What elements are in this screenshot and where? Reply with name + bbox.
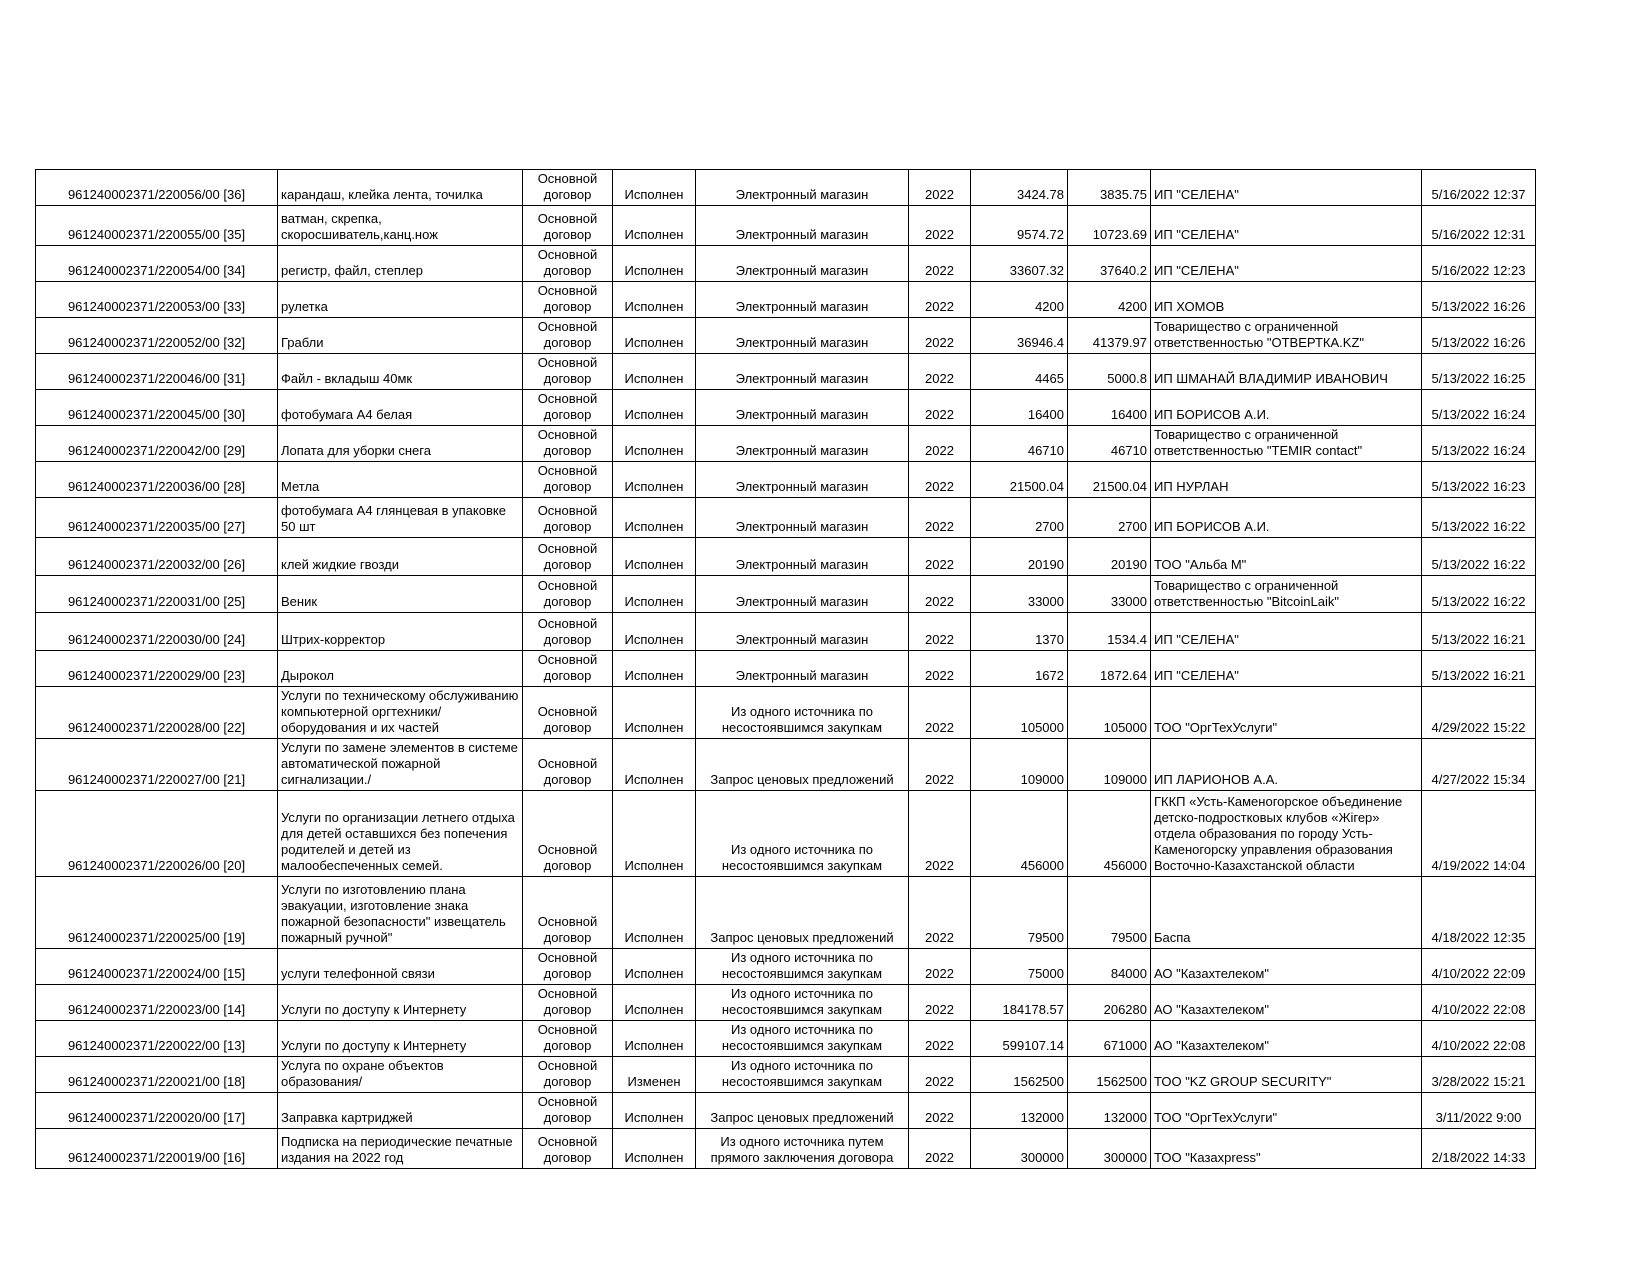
- cell-date: 4/10/2022 22:08: [1422, 985, 1536, 1021]
- cell-contract-no: 961240002371/220042/00 [29]: [36, 426, 278, 462]
- table-row: [36, 426, 1536, 462]
- cell-status: Исполнен: [613, 390, 696, 426]
- table-row: [36, 949, 1536, 985]
- cell-subject: Услуги по замене элементов в системе автоматической пожарной сигнализации./: [278, 739, 523, 791]
- cell-amount: 79500: [971, 877, 1068, 949]
- cell-supplier: ТОО "ОргТехУслуги": [1151, 1093, 1422, 1129]
- cell-subject: регистр, файл, степлер: [278, 246, 523, 282]
- cell-year: 2022: [909, 613, 971, 651]
- cell-amount-total: 3835.75: [1068, 170, 1151, 206]
- cell-subject: Услуги по изготовлению плана эвакуации, изготовление знака пожарной безопасности" извещатель пожарный ручной": [278, 877, 523, 949]
- cell-subject: фотобумага А4 глянцевая в упаковке 50 шт: [278, 498, 523, 538]
- cell-subject: Подписка на периодические печатные издания на 2022 год: [278, 1129, 523, 1169]
- cell-contract-no: 961240002371/220024/00 [15]: [36, 949, 278, 985]
- cell-status: Исполнен: [613, 1129, 696, 1169]
- cell-supplier: ИП "СЕЛЕНА": [1151, 246, 1422, 282]
- cell-contract-no: 961240002371/220023/00 [14]: [36, 985, 278, 1021]
- table-row: [36, 1093, 1536, 1129]
- cell-procurement-method: Из одного источника по несостоявшимся закупкам: [696, 687, 909, 739]
- cell-contract-type: Основной договор: [523, 687, 613, 739]
- cell-procurement-method: Электронный магазин: [696, 170, 909, 206]
- cell-date: 4/19/2022 14:04: [1422, 791, 1536, 877]
- cell-supplier: ТОО "ОргТехУслуги": [1151, 687, 1422, 739]
- cell-year: 2022: [909, 1021, 971, 1057]
- cell-contract-type: Основной договор: [523, 426, 613, 462]
- cell-date: 2/18/2022 14:33: [1422, 1129, 1536, 1169]
- cell-contract-no: 961240002371/220021/00 [18]: [36, 1057, 278, 1093]
- cell-procurement-method: Запрос ценовых предложений: [696, 877, 909, 949]
- cell-amount: 33000: [971, 576, 1068, 613]
- cell-amount-total: 21500.04: [1068, 462, 1151, 498]
- cell-contract-no: 961240002371/220026/00 [20]: [36, 791, 278, 877]
- cell-supplier: ИП НУРЛАН: [1151, 462, 1422, 498]
- cell-amount-total: 41379.97: [1068, 318, 1151, 354]
- cell-amount: 4200: [971, 282, 1068, 318]
- cell-status: Исполнен: [613, 576, 696, 613]
- cell-contract-no: 961240002371/220028/00 [22]: [36, 687, 278, 739]
- cell-amount: 33607.32: [971, 246, 1068, 282]
- cell-procurement-method: Электронный магазин: [696, 538, 909, 576]
- cell-status: Исполнен: [613, 318, 696, 354]
- table-row: [36, 651, 1536, 687]
- cell-year: 2022: [909, 426, 971, 462]
- cell-status: Исполнен: [613, 651, 696, 687]
- table-row: [36, 1129, 1536, 1169]
- cell-supplier: АО "Казахтелеком": [1151, 949, 1422, 985]
- table-row: [36, 687, 1536, 739]
- cell-contract-type: Основной договор: [523, 318, 613, 354]
- cell-subject: Лопата для уборки снега: [278, 426, 523, 462]
- cell-procurement-method: Электронный магазин: [696, 318, 909, 354]
- cell-amount-total: 206280: [1068, 985, 1151, 1021]
- table-row: [36, 354, 1536, 390]
- cell-subject: услуги телефонной связи: [278, 949, 523, 985]
- cell-contract-type: Основной договор: [523, 498, 613, 538]
- cell-supplier: ИП "СЕЛЕНА": [1151, 651, 1422, 687]
- cell-date: 3/11/2022 9:00: [1422, 1093, 1536, 1129]
- cell-date: 5/13/2022 16:24: [1422, 390, 1536, 426]
- cell-contract-type: Основной договор: [523, 651, 613, 687]
- cell-procurement-method: Запрос ценовых предложений: [696, 739, 909, 791]
- cell-status: Исполнен: [613, 985, 696, 1021]
- cell-contract-no: 961240002371/220046/00 [31]: [36, 354, 278, 390]
- cell-status: Исполнен: [613, 426, 696, 462]
- cell-subject: рулетка: [278, 282, 523, 318]
- cell-subject: Услуги по техническому обслуживанию компьютерной оргтехники/оборудования и их частей: [278, 687, 523, 739]
- cell-supplier: ГККП «Усть-Каменогорское объединение детско-подростковых клубов «Жігер» отдела образования по городу Усть-Каменогорску управления образования Восточно-Казахстанской области: [1151, 791, 1422, 877]
- cell-contract-type: Основной договор: [523, 576, 613, 613]
- cell-procurement-method: Электронный магазин: [696, 462, 909, 498]
- table-row: [36, 576, 1536, 613]
- cell-supplier: ИП ХОМОВ: [1151, 282, 1422, 318]
- cell-procurement-method: Электронный магазин: [696, 206, 909, 246]
- cell-date: 4/18/2022 12:35: [1422, 877, 1536, 949]
- cell-supplier: ТОО "Альба М": [1151, 538, 1422, 576]
- cell-procurement-method: Электронный магазин: [696, 651, 909, 687]
- cell-contract-no: 961240002371/220053/00 [33]: [36, 282, 278, 318]
- cell-contract-type: Основной договор: [523, 985, 613, 1021]
- cell-procurement-method: Электронный магазин: [696, 354, 909, 390]
- cell-year: 2022: [909, 538, 971, 576]
- table-row: [36, 877, 1536, 949]
- cell-amount-total: 2700: [1068, 498, 1151, 538]
- cell-amount-total: 16400: [1068, 390, 1151, 426]
- cell-supplier: АО "Казахтелеком": [1151, 1021, 1422, 1057]
- cell-subject: клей жидкие гвозди: [278, 538, 523, 576]
- cell-year: 2022: [909, 1093, 971, 1129]
- cell-procurement-method: Запрос ценовых предложений: [696, 1093, 909, 1129]
- cell-amount: 46710: [971, 426, 1068, 462]
- cell-date: 5/16/2022 12:31: [1422, 206, 1536, 246]
- cell-amount-total: 10723.69: [1068, 206, 1151, 246]
- cell-amount: 75000: [971, 949, 1068, 985]
- cell-status: Исполнен: [613, 877, 696, 949]
- cell-year: 2022: [909, 390, 971, 426]
- cell-contract-type: Основной договор: [523, 949, 613, 985]
- table-row: [36, 498, 1536, 538]
- cell-amount-total: 105000: [1068, 687, 1151, 739]
- cell-supplier: ИП ЛАРИОНОВ А.А.: [1151, 739, 1422, 791]
- cell-amount: 132000: [971, 1093, 1068, 1129]
- cell-procurement-method: Из одного источника по несостоявшимся закупкам: [696, 1021, 909, 1057]
- table-row: [36, 739, 1536, 791]
- cell-amount-total: 300000: [1068, 1129, 1151, 1169]
- cell-status: Исполнен: [613, 354, 696, 390]
- cell-contract-no: 961240002371/220020/00 [17]: [36, 1093, 278, 1129]
- cell-amount-total: 33000: [1068, 576, 1151, 613]
- cell-amount: 1370: [971, 613, 1068, 651]
- cell-year: 2022: [909, 206, 971, 246]
- cell-year: 2022: [909, 498, 971, 538]
- cell-contract-no: 961240002371/220052/00 [32]: [36, 318, 278, 354]
- cell-contract-no: 961240002371/220030/00 [24]: [36, 613, 278, 651]
- cell-subject: Файл - вкладыш 40мк: [278, 354, 523, 390]
- cell-contract-type: Основной договор: [523, 1021, 613, 1057]
- cell-contract-type: Основной договор: [523, 462, 613, 498]
- cell-contract-no: 961240002371/220019/00 [16]: [36, 1129, 278, 1169]
- cell-year: 2022: [909, 739, 971, 791]
- table-row: [36, 538, 1536, 576]
- cell-procurement-method: Из одного источника по несостоявшимся закупкам: [696, 985, 909, 1021]
- cell-contract-no: 961240002371/220055/00 [35]: [36, 206, 278, 246]
- cell-amount-total: 1872.64: [1068, 651, 1151, 687]
- cell-procurement-method: Из одного источника по несостоявшимся закупкам: [696, 949, 909, 985]
- cell-amount: 9574.72: [971, 206, 1068, 246]
- table-row: [36, 282, 1536, 318]
- cell-amount: 456000: [971, 791, 1068, 877]
- cell-subject: карандаш, клейка лента, точилка: [278, 170, 523, 206]
- cell-procurement-method: Электронный магазин: [696, 282, 909, 318]
- cell-procurement-method: Электронный магазин: [696, 390, 909, 426]
- cell-amount: 3424.78: [971, 170, 1068, 206]
- cell-amount-total: 84000: [1068, 949, 1151, 985]
- cell-date: 4/10/2022 22:08: [1422, 1021, 1536, 1057]
- cell-amount: 21500.04: [971, 462, 1068, 498]
- cell-amount-total: 109000: [1068, 739, 1151, 791]
- cell-supplier: ИП "СЕЛЕНА": [1151, 170, 1422, 206]
- cell-contract-type: Основной договор: [523, 877, 613, 949]
- cell-subject: Услуги по доступу к Интернету: [278, 985, 523, 1021]
- cell-amount: 1562500: [971, 1057, 1068, 1093]
- cell-subject: фотобумага А4 белая: [278, 390, 523, 426]
- cell-year: 2022: [909, 576, 971, 613]
- cell-contract-type: Основной договор: [523, 246, 613, 282]
- cell-date: 5/13/2022 16:26: [1422, 318, 1536, 354]
- table-row: [36, 1057, 1536, 1093]
- cell-subject: Услуги по организации летнего отдыха для детей оставшихся без попечения родителей и детей из малообеспеченных семей.: [278, 791, 523, 877]
- cell-status: Изменен: [613, 1057, 696, 1093]
- cell-contract-no: 961240002371/220035/00 [27]: [36, 498, 278, 538]
- cell-supplier: Товарищество с ограниченной ответственностью "ОТВЕРТКА.KZ": [1151, 318, 1422, 354]
- cell-year: 2022: [909, 687, 971, 739]
- cell-date: 5/13/2022 16:23: [1422, 462, 1536, 498]
- cell-contract-no: 961240002371/220032/00 [26]: [36, 538, 278, 576]
- table-row: [36, 985, 1536, 1021]
- cell-amount: 599107.14: [971, 1021, 1068, 1057]
- cell-contract-type: Основной договор: [523, 390, 613, 426]
- cell-amount-total: 46710: [1068, 426, 1151, 462]
- cell-contract-type: Основной договор: [523, 739, 613, 791]
- cell-year: 2022: [909, 170, 971, 206]
- cell-status: Исполнен: [613, 791, 696, 877]
- cell-date: 5/13/2022 16:26: [1422, 282, 1536, 318]
- cell-year: 2022: [909, 1129, 971, 1169]
- cell-year: 2022: [909, 651, 971, 687]
- cell-status: Исполнен: [613, 613, 696, 651]
- cell-year: 2022: [909, 282, 971, 318]
- cell-contract-type: Основной договор: [523, 1093, 613, 1129]
- cell-contract-type: Основной договор: [523, 613, 613, 651]
- cell-status: Исполнен: [613, 282, 696, 318]
- cell-date: 3/28/2022 15:21: [1422, 1057, 1536, 1093]
- cell-procurement-method: Из одного источника по несостоявшимся закупкам: [696, 791, 909, 877]
- cell-date: 5/13/2022 16:24: [1422, 426, 1536, 462]
- cell-date: 5/13/2022 16:21: [1422, 613, 1536, 651]
- cell-procurement-method: Из одного источника путем прямого заключения договора: [696, 1129, 909, 1169]
- cell-supplier: ТОО "Казахpress": [1151, 1129, 1422, 1169]
- cell-supplier: ИП БОРИСОВ А.И.: [1151, 390, 1422, 426]
- cell-contract-no: 961240002371/220022/00 [13]: [36, 1021, 278, 1057]
- cell-amount-total: 37640.2: [1068, 246, 1151, 282]
- table-row: [36, 462, 1536, 498]
- table-row: [36, 246, 1536, 282]
- cell-contract-no: 961240002371/220045/00 [30]: [36, 390, 278, 426]
- cell-date: 4/29/2022 15:22: [1422, 687, 1536, 739]
- cell-status: Исполнен: [613, 170, 696, 206]
- cell-contract-type: Основной договор: [523, 206, 613, 246]
- table-row: [36, 613, 1536, 651]
- cell-amount: 184178.57: [971, 985, 1068, 1021]
- cell-amount: 4465: [971, 354, 1068, 390]
- cell-status: Исполнен: [613, 538, 696, 576]
- cell-subject: Метла: [278, 462, 523, 498]
- cell-amount: 20190: [971, 538, 1068, 576]
- cell-amount: 109000: [971, 739, 1068, 791]
- cell-status: Исполнен: [613, 1093, 696, 1129]
- cell-subject: Штрих-корректор: [278, 613, 523, 651]
- cell-contract-no: 961240002371/220025/00 [19]: [36, 877, 278, 949]
- cell-contract-type: Основной договор: [523, 791, 613, 877]
- cell-year: 2022: [909, 318, 971, 354]
- cell-date: 4/27/2022 15:34: [1422, 739, 1536, 791]
- cell-year: 2022: [909, 462, 971, 498]
- cell-contract-no: 961240002371/220027/00 [21]: [36, 739, 278, 791]
- cell-amount-total: 79500: [1068, 877, 1151, 949]
- table-row: [36, 170, 1536, 206]
- cell-contract-no: 961240002371/220036/00 [28]: [36, 462, 278, 498]
- cell-subject: Дырокол: [278, 651, 523, 687]
- cell-year: 2022: [909, 985, 971, 1021]
- cell-subject: Заправка картриджей: [278, 1093, 523, 1129]
- cell-status: Исполнен: [613, 949, 696, 985]
- cell-date: 5/13/2022 16:22: [1422, 498, 1536, 538]
- cell-year: 2022: [909, 791, 971, 877]
- table-row: [36, 318, 1536, 354]
- cell-date: 5/13/2022 16:21: [1422, 651, 1536, 687]
- cell-amount: 36946.4: [971, 318, 1068, 354]
- cell-procurement-method: Электронный магазин: [696, 426, 909, 462]
- cell-date: 4/10/2022 22:09: [1422, 949, 1536, 985]
- cell-status: Исполнен: [613, 246, 696, 282]
- cell-amount-total: 1562500: [1068, 1057, 1151, 1093]
- cell-status: Исполнен: [613, 739, 696, 791]
- cell-contract-type: Основной договор: [523, 1129, 613, 1169]
- cell-contract-type: Основной договор: [523, 354, 613, 390]
- table-row: [36, 1021, 1536, 1057]
- cell-subject: Веник: [278, 576, 523, 613]
- cell-procurement-method: Электронный магазин: [696, 498, 909, 538]
- cell-amount-total: 20190: [1068, 538, 1151, 576]
- contracts-table-body: [36, 170, 1536, 1169]
- cell-amount: 105000: [971, 687, 1068, 739]
- contracts-table: [35, 169, 1536, 1169]
- cell-contract-type: Основной договор: [523, 170, 613, 206]
- cell-date: 5/16/2022 12:23: [1422, 246, 1536, 282]
- cell-supplier: ИП "СЕЛЕНА": [1151, 613, 1422, 651]
- cell-amount: 300000: [971, 1129, 1068, 1169]
- cell-status: Исполнен: [613, 687, 696, 739]
- cell-amount: 2700: [971, 498, 1068, 538]
- cell-contract-type: Основной договор: [523, 538, 613, 576]
- cell-procurement-method: Из одного источника по несостоявшимся закупкам: [696, 1057, 909, 1093]
- cell-amount-total: 4200: [1068, 282, 1151, 318]
- table-row: [36, 390, 1536, 426]
- cell-year: 2022: [909, 246, 971, 282]
- cell-supplier: ТОО "KZ GROUP SECURITY": [1151, 1057, 1422, 1093]
- cell-amount-total: 456000: [1068, 791, 1151, 877]
- cell-supplier: Товарищество с ограниченной ответственностью "TEMIR contact": [1151, 426, 1422, 462]
- cell-status: Исполнен: [613, 1021, 696, 1057]
- cell-amount-total: 132000: [1068, 1093, 1151, 1129]
- cell-contract-type: Основной договор: [523, 282, 613, 318]
- cell-contract-no: 961240002371/220029/00 [23]: [36, 651, 278, 687]
- cell-date: 5/16/2022 12:37: [1422, 170, 1536, 206]
- cell-contract-no: 961240002371/220054/00 [34]: [36, 246, 278, 282]
- cell-amount-total: 671000: [1068, 1021, 1151, 1057]
- cell-amount-total: 5000.8: [1068, 354, 1151, 390]
- cell-year: 2022: [909, 949, 971, 985]
- cell-year: 2022: [909, 877, 971, 949]
- cell-supplier: ИП БОРИСОВ А.И.: [1151, 498, 1422, 538]
- cell-status: Исполнен: [613, 462, 696, 498]
- cell-date: 5/13/2022 16:25: [1422, 354, 1536, 390]
- cell-amount-total: 1534.4: [1068, 613, 1151, 651]
- cell-status: Исполнен: [613, 498, 696, 538]
- cell-supplier: Баспа: [1151, 877, 1422, 949]
- cell-year: 2022: [909, 1057, 971, 1093]
- cell-contract-type: Основной договор: [523, 1057, 613, 1093]
- cell-procurement-method: Электронный магазин: [696, 246, 909, 282]
- cell-procurement-method: Электронный магазин: [696, 576, 909, 613]
- cell-supplier: Товарищество с ограниченной ответственностью "BitcoinLaik": [1151, 576, 1422, 613]
- cell-supplier: АО "Казахтелеком": [1151, 985, 1422, 1021]
- cell-supplier: ИП ШМАНАЙ ВЛАДИМИР ИВАНОВИЧ: [1151, 354, 1422, 390]
- cell-amount: 1672: [971, 651, 1068, 687]
- cell-subject: Услуга по охране объектов образования/: [278, 1057, 523, 1093]
- cell-subject: ватман, скрепка, скоросшиватель,канц.нож: [278, 206, 523, 246]
- cell-year: 2022: [909, 354, 971, 390]
- cell-status: Исполнен: [613, 206, 696, 246]
- cell-procurement-method: Электронный магазин: [696, 613, 909, 651]
- cell-subject: Услуги по доступу к Интернету: [278, 1021, 523, 1057]
- cell-contract-no: 961240002371/220056/00 [36]: [36, 170, 278, 206]
- cell-amount: 16400: [971, 390, 1068, 426]
- cell-date: 5/13/2022 16:22: [1422, 576, 1536, 613]
- cell-contract-no: 961240002371/220031/00 [25]: [36, 576, 278, 613]
- cell-supplier: ИП "СЕЛЕНА": [1151, 206, 1422, 246]
- cell-subject: Грабли: [278, 318, 523, 354]
- table-row: [36, 791, 1536, 877]
- table-row: [36, 206, 1536, 246]
- cell-date: 5/13/2022 16:22: [1422, 538, 1536, 576]
